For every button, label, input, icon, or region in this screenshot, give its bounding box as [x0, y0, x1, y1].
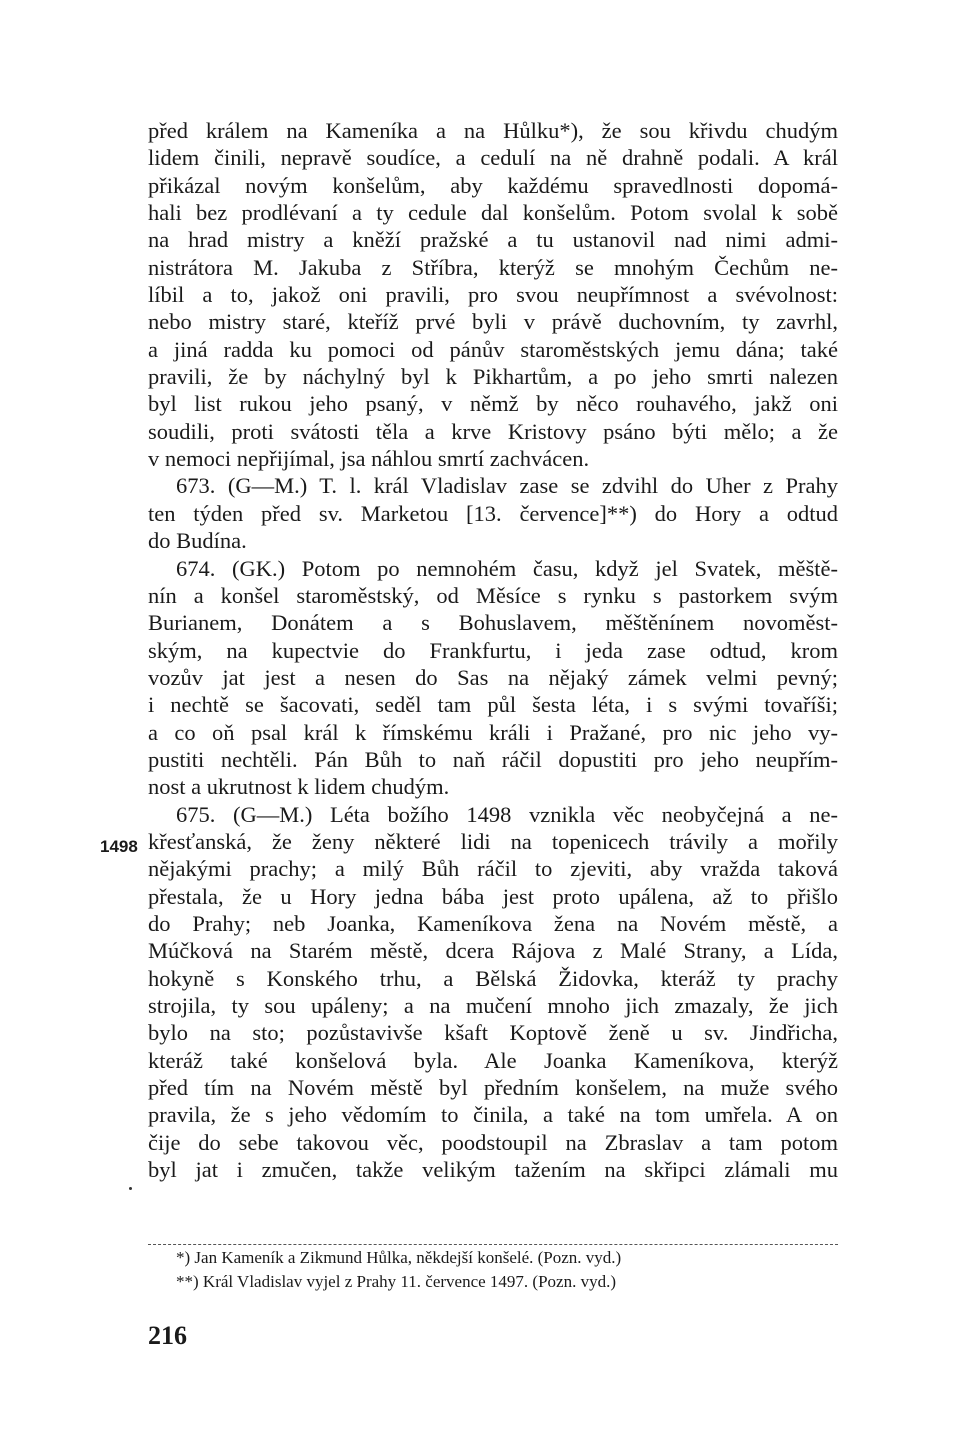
- text-line: hali bez prodlévaní a ty cedule dal konšelům. Potom svolal k sobě: [148, 200, 838, 226]
- text-line: přikázal novým konšelům, aby každému spravedlnosti dopomá-: [148, 172, 838, 198]
- text-line: i nechtě se šacovati, seděl tam půl šesta léta, i s svými tovaříši;: [148, 692, 838, 718]
- margin-year-note: 1498: [100, 837, 138, 856]
- text-line: ským, na kupectvie do Frankfurtu, i jeda zase odtud, krom: [148, 637, 838, 663]
- text-line: do Prahy; neb Joanka, Kameníkova žena na Novém městě, a: [148, 910, 838, 936]
- text-line: Múčková na Starém městě, dcera Rájova z Malé Strany, a Lída,: [148, 938, 838, 964]
- footnote-2: **) Král Vladislav vyjel z Prahy 11. července 1497. (Pozn. vyd.): [176, 1272, 616, 1291]
- text-line: kteráž také konšelová byla. Ale Joanka Kameníkova, kterýž: [148, 1047, 838, 1073]
- text-line: strojila, ty sou upáleny; a na mučení mnoho jich zmazaly, že jich: [148, 993, 838, 1018]
- footnote-divider: [148, 1244, 838, 1245]
- text-line: líbil a to, jakož oni pravili, pro svou neupřímnost a svévolnost:: [148, 282, 838, 308]
- text-line: přestala, že u Hory jedna bába jest proto upálena, až to přišlo: [148, 883, 838, 909]
- text-line: před tím na Novém městě byl předním konšelem, na muže svého: [148, 1075, 838, 1101]
- text-line: pustiti nechtěli. Pán Bůh to naň ráčil dopustiti pro jeho neupřím-: [148, 746, 838, 772]
- body-text: [148, 117, 838, 1183]
- text-line: hokyně s Konského trhu, a Bělská Židovka, kteráž ty prachy: [148, 965, 838, 991]
- text-line: pravili, že by náchylný byl k Pikhartům, a po jeho smrti nalezen: [148, 364, 838, 390]
- text-line: v nemoci nepřijímal, jsa náhlou smrtí zachvácen.: [148, 446, 590, 472]
- text-line: vozův jat jest a nesen do Sas na nějaký zámek velmi pevný;: [148, 664, 838, 690]
- paragraph-673-start: 673. (G—M.) T. l. král Vladislav zase se zdvihl do Uher z Prahy: [176, 473, 838, 499]
- text-line: byl jat i zmučen, takže velikým tažením na skřipci zlámali mu: [148, 1157, 838, 1183]
- text-line: nost a ukrutnost k lidem chudým.: [148, 774, 450, 800]
- page-number: 216: [148, 1321, 187, 1350]
- text-line: do Budína.: [148, 528, 247, 554]
- text-line: lidem činili, nepravě soudíce, a cedulí na ně drahně podali. A král: [148, 145, 838, 171]
- footnotes: [176, 1246, 838, 1294]
- footnote-1: *) Jan Kameník a Zikmund Hůlka, někdejší konšelé. (Pozn. vyd.): [176, 1248, 622, 1267]
- text-line: soudili, proti svátosti těla a krve Kristovy psáno býti mělo; a že: [148, 418, 838, 444]
- paragraph-675-start: 675. (G—M.) Léta božího 1498 vznikla věc neobyčejná a ne-: [176, 801, 838, 827]
- text-line: Burianem, Donátem a s Bohuslavem, měštěnínem novoměst-: [148, 610, 838, 636]
- text-line: nějakými prachy; a milý Bůh ráčil to zjeviti, aby vražda taková: [148, 856, 838, 882]
- text-line: nín a konšel staroměstský, od Měsíce s rynku s pastorkem svým: [148, 582, 838, 608]
- text-line: čije do sebe takovou věc, poodstoupil na Zbraslav a tam potom: [148, 1129, 838, 1155]
- text-line: křesťanská, že ženy některé lidi na topenicech trávily a mořily: [148, 828, 838, 854]
- text-line: byl list rukou jeho psaný, v němž by něco rouhavého, jakž oni: [148, 391, 838, 417]
- text-line: před králem na Kameníka a na Hůlku*), že sou křivdu chudým: [148, 118, 838, 143]
- text-line: bylo na sto; pozůstavivše kšaft Koptově ženě u sv. Jindřicha,: [148, 1020, 838, 1046]
- paragraph-674-start: 674. (GK.) Potom po nemnohém času, když jel Svatek, měště-: [176, 555, 838, 581]
- margin-dot-mark: [129, 1187, 132, 1190]
- text-line: pravila, že s jeho vědomím to činila, a také na tom umřela. A on: [148, 1102, 838, 1128]
- text-line: a co oň psal král k římskému králi i Pražané, pro nic jeho vy-: [148, 719, 838, 745]
- text-line: nistrátora M. Jakuba z Stříbra, kterýž se mnohým Čechům ne-: [148, 254, 838, 280]
- text-line: na hrad mistry a kněží pražské a tu ustanovil nad nimi admi-: [148, 227, 838, 253]
- text-line: ten týden před sv. Marketou [13. července]**) do Hory a odtud: [148, 500, 838, 526]
- text-line: a jiná radda ku pomoci od pánův staroměstských jemu dána; také: [148, 336, 838, 362]
- text-line: nebo mistry staré, kteříž prvé byli v právě duchovním, ty zavrhl,: [148, 309, 838, 335]
